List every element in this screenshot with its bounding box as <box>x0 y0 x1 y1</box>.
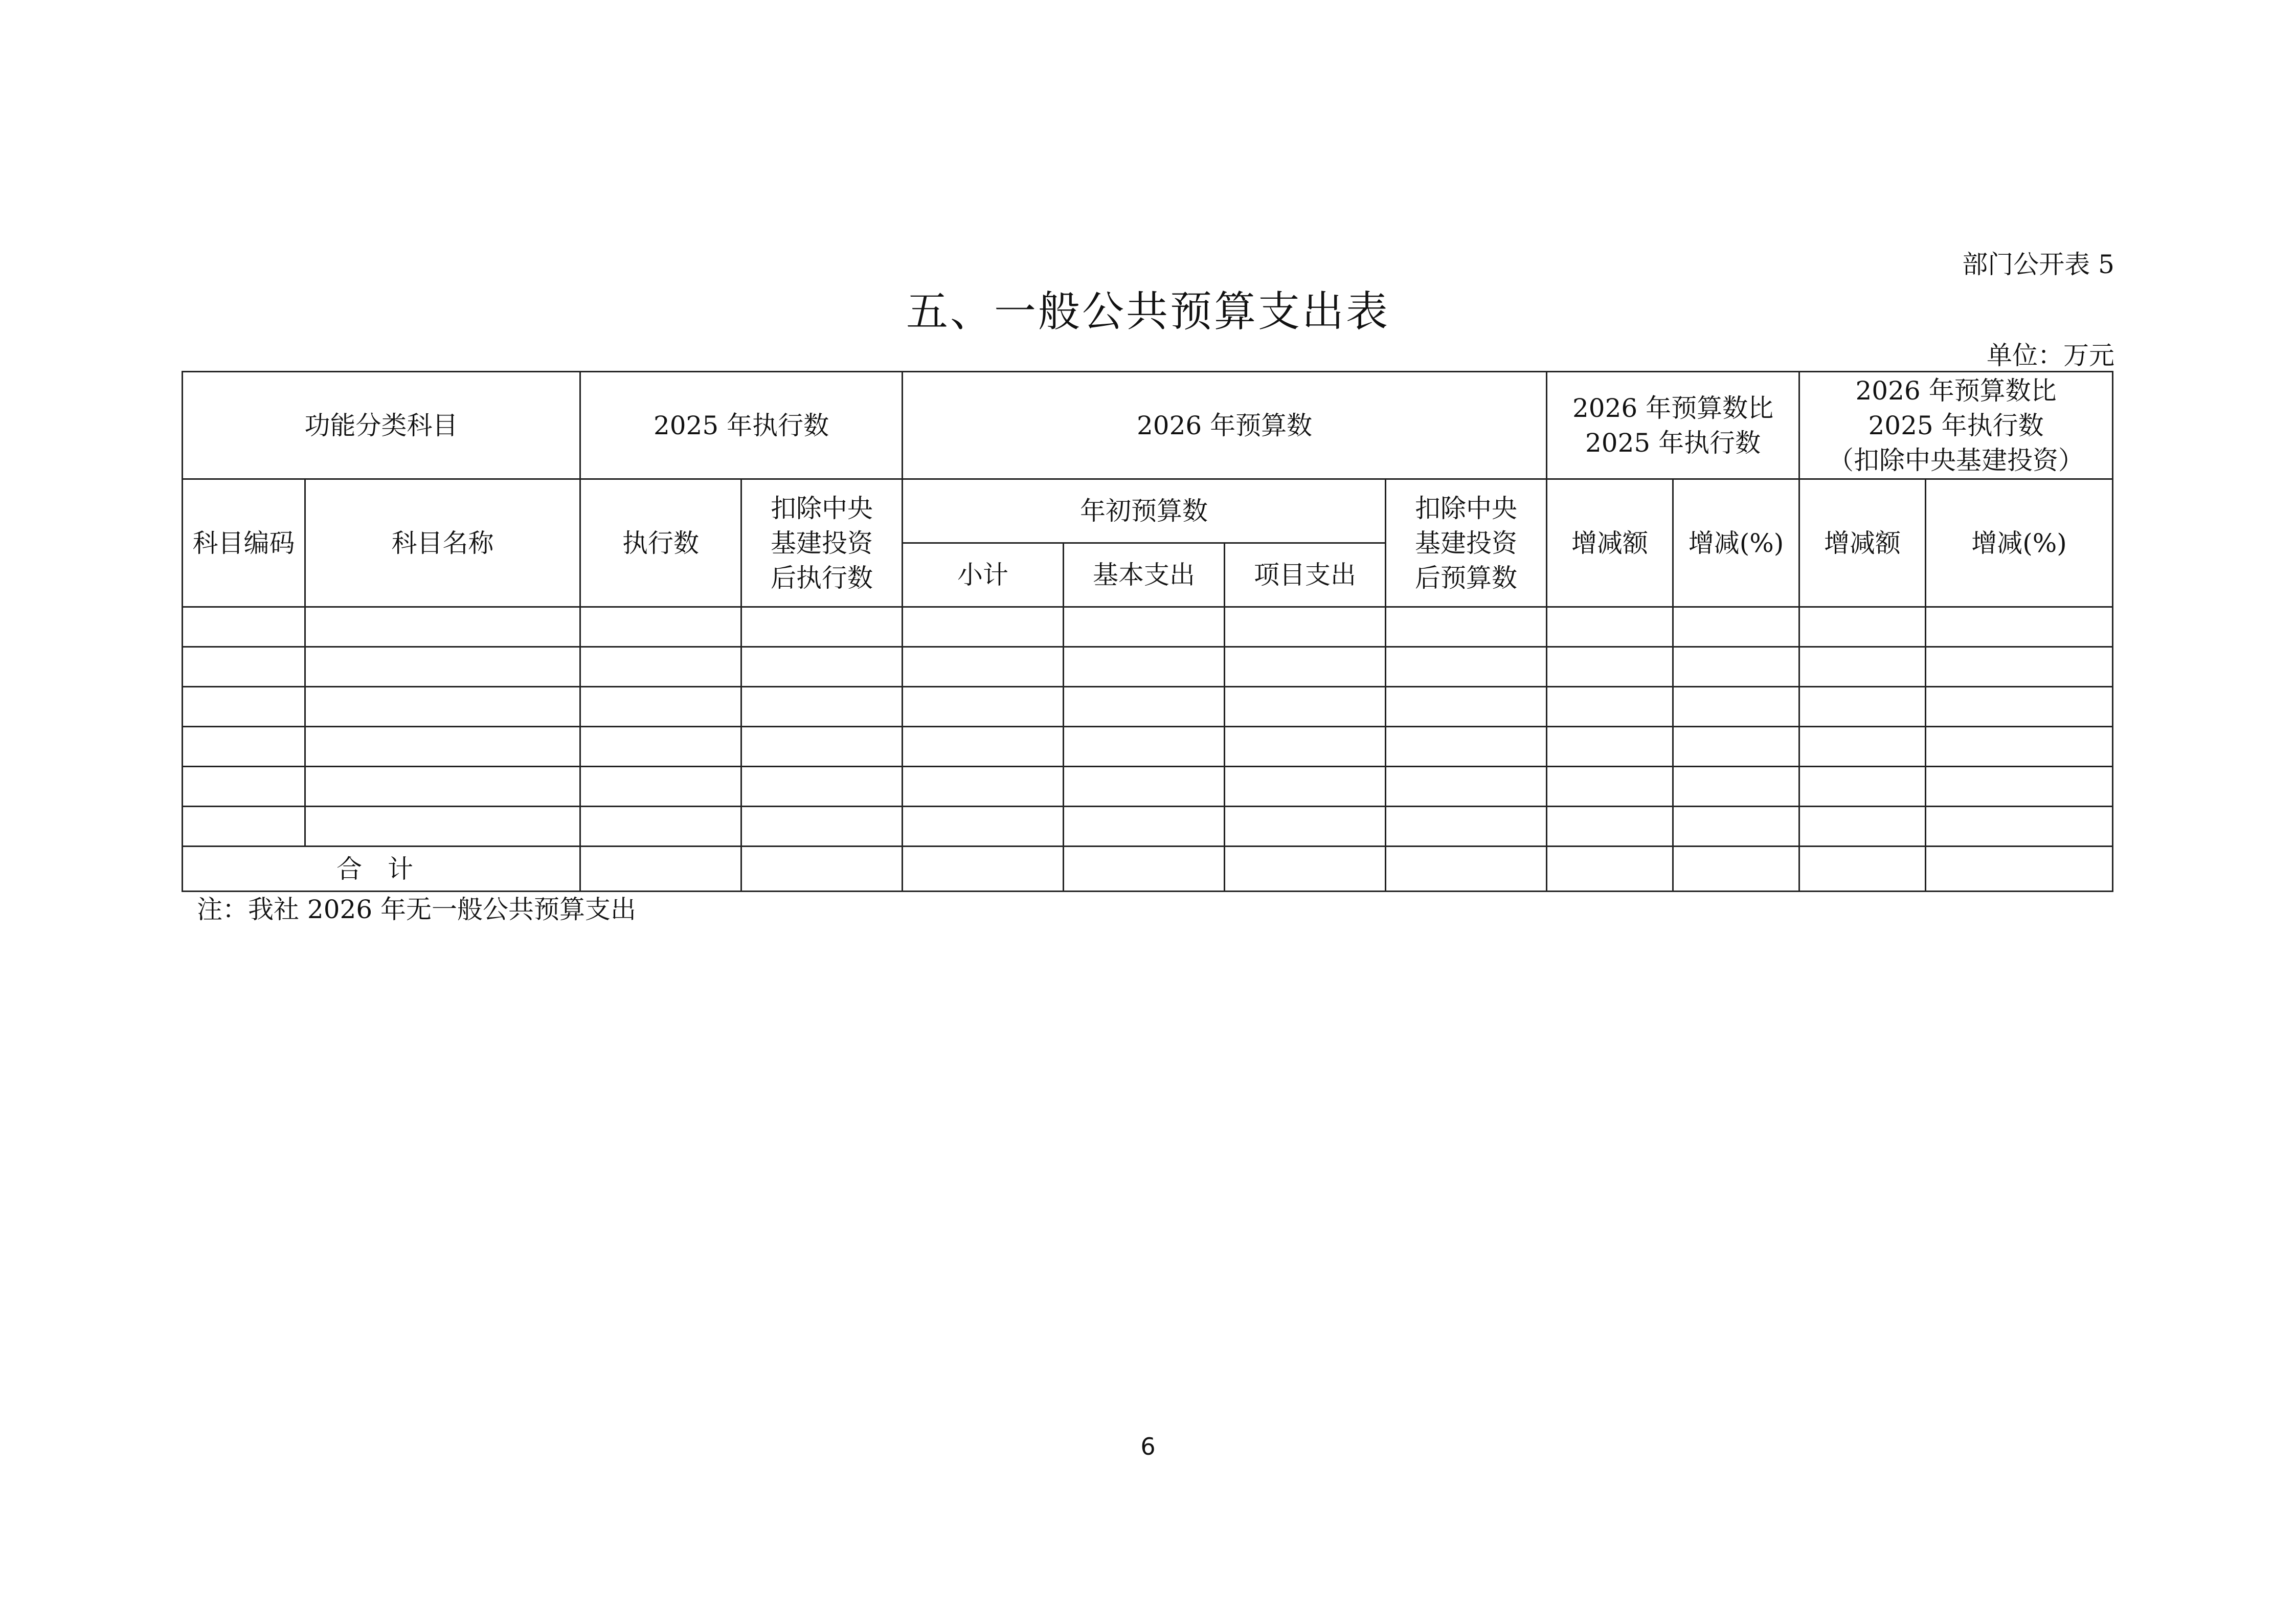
table-cell <box>1225 727 1386 767</box>
total-cell <box>1799 847 1926 892</box>
header-row-1 <box>183 372 2113 479</box>
header-subtotal: 小计 <box>903 543 1064 607</box>
table-cell <box>1386 727 1547 767</box>
table-cell <box>1673 647 1799 687</box>
table-cell <box>903 687 1064 727</box>
table-cell <box>1547 727 1673 767</box>
table-cell <box>741 647 903 687</box>
table-cell <box>1547 647 1673 687</box>
table-cell <box>1926 767 2113 807</box>
table-cell <box>1799 807 1926 847</box>
table-cell <box>1064 647 1225 687</box>
header-budget-excl: 扣除中央基建投资后预算数 <box>1386 479 1547 607</box>
table-cell <box>903 647 1064 687</box>
table-cell <box>903 767 1064 807</box>
total-cell <box>1225 847 1386 892</box>
header-change-pct-excl: 增减(%) <box>1926 479 2113 607</box>
table-cell <box>1926 647 2113 687</box>
total-cell <box>1547 847 1673 892</box>
table-row <box>183 807 2113 847</box>
table-body <box>183 607 2113 847</box>
table-cell <box>183 807 305 847</box>
table-cell <box>183 647 305 687</box>
form-id: 部门公开表 5 <box>1962 250 2114 279</box>
table-cell <box>1386 647 1547 687</box>
table-cell <box>1673 807 1799 847</box>
header-exec-excl: 扣除中央基建投资后执行数 <box>741 479 903 607</box>
table-cell <box>1386 807 1547 847</box>
budget-table <box>182 371 2113 892</box>
header-project-expense: 项目支出 <box>1225 543 1386 607</box>
table-cell <box>1547 607 1673 647</box>
header-compare-excl-line-2: 2025 年执行数 <box>1868 410 2044 440</box>
page-title: 五、一般公共预算支出表 <box>906 287 1390 336</box>
table-row <box>183 607 2113 647</box>
table-cell <box>741 767 903 807</box>
header-function-category: 功能分类科目 <box>183 372 580 479</box>
page-number: 6 <box>1140 1433 1156 1460</box>
table-cell <box>1547 767 1673 807</box>
table-cell <box>580 607 741 647</box>
total-cell <box>1673 847 1799 892</box>
table-cell <box>183 767 305 807</box>
table-cell <box>1926 687 2113 727</box>
table-cell <box>1064 807 1225 847</box>
table-cell <box>1799 687 1926 727</box>
table-cell <box>741 807 903 847</box>
total-row <box>183 847 2113 892</box>
table-cell <box>183 607 305 647</box>
header-change-pct: 增减(%) <box>1673 479 1799 607</box>
table-cell <box>1225 807 1386 847</box>
header-compare-excl-line-1: 2026 年预算数比 <box>1855 375 2057 406</box>
total-cell <box>1064 847 1225 892</box>
table-cell <box>1799 607 1926 647</box>
table-cell <box>1064 607 1225 647</box>
total-cell <box>1926 847 2113 892</box>
table-cell <box>305 687 580 727</box>
table-cell <box>305 727 580 767</box>
table-cell <box>183 727 305 767</box>
table-cell <box>903 727 1064 767</box>
table-cell <box>1064 727 1225 767</box>
header-compare-excl-line-3: （扣除中央基建投资） <box>1828 445 2084 475</box>
table-cell <box>580 647 741 687</box>
header-change-amount-excl: 增减额 <box>1799 479 1926 607</box>
table-cell <box>741 687 903 727</box>
table-cell <box>1799 727 1926 767</box>
total-cell <box>741 847 903 892</box>
total-label: 合 计 <box>183 847 580 892</box>
table-cell <box>1064 767 1225 807</box>
table-cell <box>903 607 1064 647</box>
footnote: 注：我社 2026 年无一般公共预算支出 <box>197 895 637 924</box>
table-cell <box>1673 607 1799 647</box>
table-cell <box>305 807 580 847</box>
table-cell <box>580 767 741 807</box>
table-cell <box>580 687 741 727</box>
table-cell <box>741 727 903 767</box>
table-row <box>183 687 2113 727</box>
table-cell <box>1926 727 2113 767</box>
header-budget-2026: 2026 年预算数 <box>903 372 1547 479</box>
table-row <box>183 727 2113 767</box>
table-cell <box>1386 607 1547 647</box>
table-cell <box>1547 687 1673 727</box>
header-name: 科目名称 <box>305 479 580 607</box>
table-cell <box>1225 607 1386 647</box>
table-cell <box>1225 687 1386 727</box>
table-cell <box>1926 607 2113 647</box>
header-code: 科目编码 <box>183 479 305 607</box>
table-cell <box>1799 647 1926 687</box>
table-cell <box>183 687 305 727</box>
header-change-amount: 增减额 <box>1547 479 1673 607</box>
table-row <box>183 767 2113 807</box>
table-cell <box>1064 687 1225 727</box>
header-compare-excl <box>1799 372 2113 479</box>
table-cell <box>580 807 741 847</box>
table-cell <box>305 647 580 687</box>
table-cell <box>580 727 741 767</box>
table-cell <box>1799 767 1926 807</box>
table-cell <box>1673 727 1799 767</box>
unit-label: 单位：万元 <box>1987 341 2114 370</box>
table-row <box>183 647 2113 687</box>
table-cell <box>1386 767 1547 807</box>
total-cell <box>903 847 1064 892</box>
header-exec: 执行数 <box>580 479 741 607</box>
table-cell <box>1673 767 1799 807</box>
table-cell <box>1547 807 1673 847</box>
table-cell <box>1386 687 1547 727</box>
total-cell <box>1386 847 1547 892</box>
table-cell <box>741 607 903 647</box>
header-basic-expense: 基本支出 <box>1064 543 1225 607</box>
header-compare-line-2: 2025 年执行数 <box>1585 428 1761 458</box>
table-cell <box>1225 767 1386 807</box>
header-initial-budget: 年初预算数 <box>903 479 1386 543</box>
table-cell <box>305 607 580 647</box>
header-row-2 <box>183 479 2113 543</box>
header-compare-line-1: 2026 年预算数比 <box>1572 393 1774 423</box>
table-cell <box>1926 807 2113 847</box>
header-exec-2025: 2025 年执行数 <box>580 372 903 479</box>
table-cell <box>1225 647 1386 687</box>
table-cell <box>1673 687 1799 727</box>
total-cell <box>580 847 741 892</box>
header-compare <box>1547 372 1799 479</box>
table-cell <box>305 767 580 807</box>
table-cell <box>903 807 1064 847</box>
